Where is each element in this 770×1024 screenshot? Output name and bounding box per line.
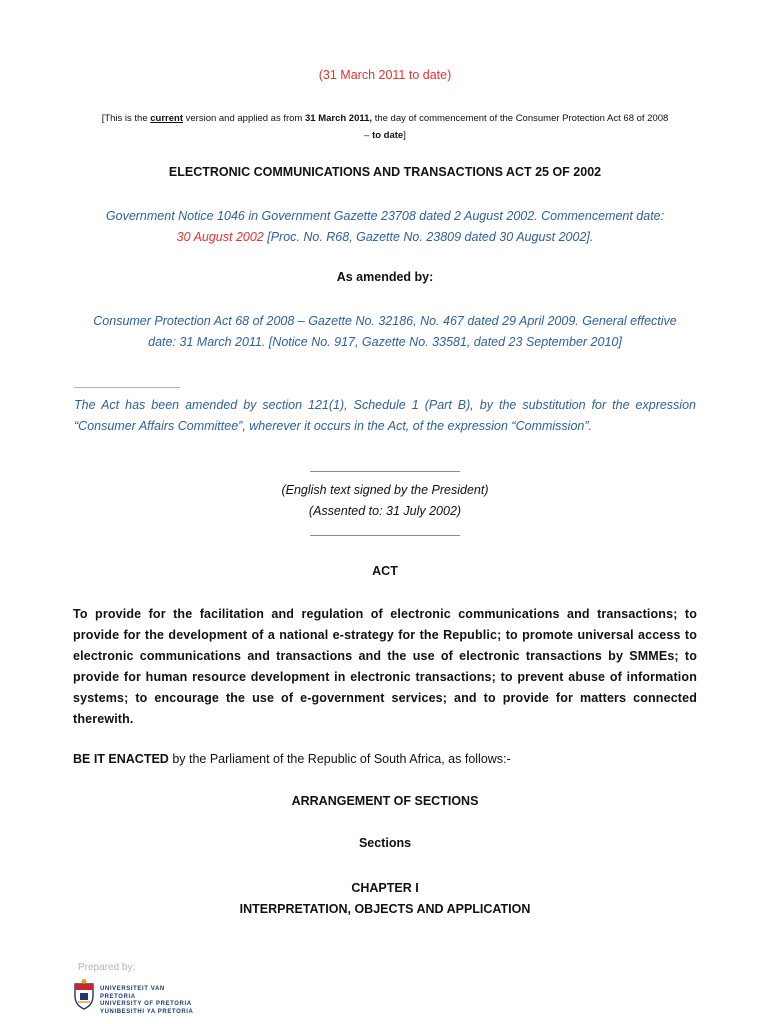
enacted-text: by the Parliament of the Republic of South Africa, as follows:- [168,752,511,766]
enacting-clause [73,752,697,766]
university-logo [72,978,202,1015]
preamble: To provide for the facilitation and regulation of electronic communications and transactions; to provide for the development of a national e-strategy for the Republic; to promote universal access to electronic communications and transactions and the use of electronic transactions by SMMEs; to provide for human resource development in electronic transactions; to prevent abuse of information systems; to encourage the use of e-government services; and to provide for matters connected therewith. [73,607,697,726]
footnote-rule [74,387,180,388]
logo-line: YUNIBESITHI YA PRETORIA [100,1008,194,1015]
chapter-heading [60,878,710,920]
act-heading: ACT [372,564,398,578]
version-note-text: – [364,130,373,141]
crest-icon [72,978,96,1010]
amendment-line: date: 31 March 2011. [Notice No. 917, Gazette No. 33581, dated 23 September 2010] [148,335,622,349]
enacted-bold: BE IT ENACTED [73,752,169,766]
signature-rule-bottom [310,535,460,536]
chapter-number: CHAPTER I [351,881,419,895]
prepared-by: Prepared by: [78,962,136,973]
chapter-title: INTERPRETATION, OBJECTS AND APPLICATION [239,902,531,916]
arrangement-heading: ARRANGEMENT OF SECTIONS [291,794,479,808]
logo-line: UNIVERSITY OF PRETORIA [100,1001,192,1007]
version-note-text: ] [403,130,406,141]
current-link[interactable]: current [150,113,183,124]
amendment-line: Consumer Protection Act 68 of 2008 – Gazette No. 32186, No. 467 dated 29 April 2009. General effective [93,314,677,328]
amended-heading: As amended by: [336,270,434,284]
version-to-date: to date [372,130,404,141]
version-note [60,110,710,144]
assented-date: (Assented to: 31 July 2002) [308,504,462,518]
version-note-text: version and applied as from [183,113,305,124]
commencement-date: 30 August 2002 [176,230,264,244]
footnote: The Act has been amended by section 121(1), Schedule 1 (Part B), by the substitution for the expression “Consumer Affairs Committee”, wherever it occurs in the Act, of the expression “Commission”. [74,398,696,433]
signed-by-president: (English text signed by the President) [281,483,489,497]
date-range: (31 March 2011 to date) [318,68,452,82]
version-note-text: the day of commencement of the Consumer Protection Act 68 of 2008 [372,113,669,124]
logo-line: UNIVERSITEIT VAN PRETORIA [100,986,165,1000]
notice-line: Government Notice 1046 in Government Gazette 23708 dated 2 August 2002. Commencement date: [105,209,665,223]
logo-text [100,986,202,1016]
version-note-text: [This is the [101,113,151,124]
sections-label: Sections [358,836,412,850]
government-notice [60,206,710,248]
signature-rule-top [310,471,460,472]
amendment-note [60,311,710,353]
signature-block [60,480,710,522]
notice-line: [Proc. No. R68, Gazette No. 23809 dated 30 August 2002]. [263,230,594,244]
version-from-date: 31 March 2011, [304,113,373,124]
document-title: ELECTRONIC COMMUNICATIONS AND TRANSACTIONS ACT 25 OF 2002 [168,165,602,179]
